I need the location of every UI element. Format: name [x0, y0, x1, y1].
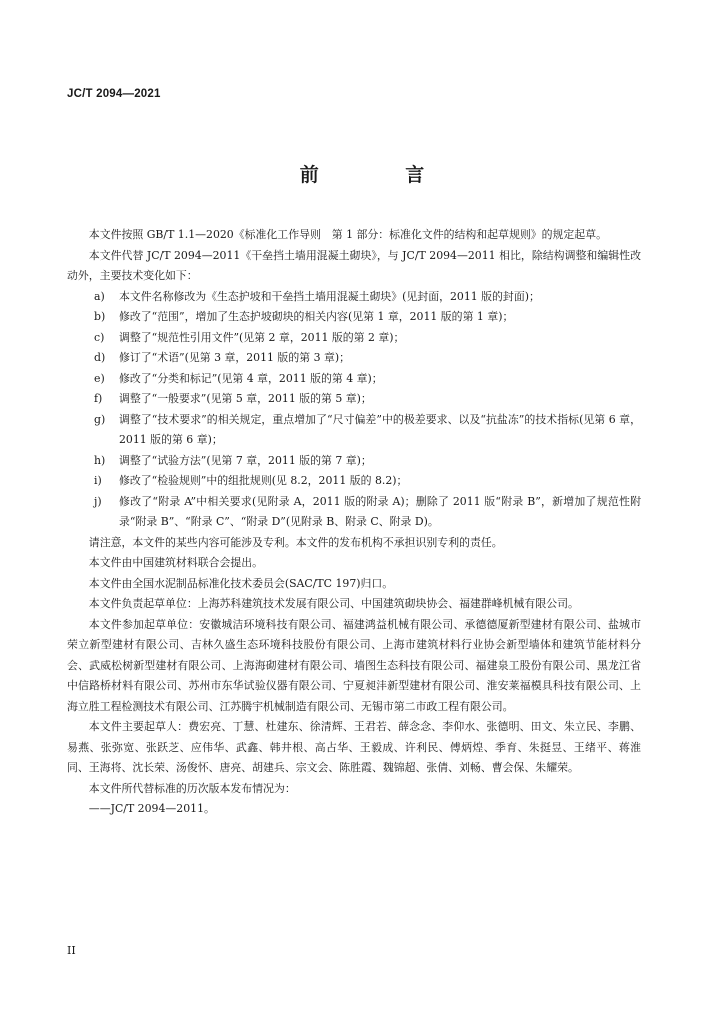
previous-editions-paragraph: 本文件所代替标准的历次版本发布情况为： [88, 781, 296, 795]
list-item-text: 修改了“分类和标记”(见第 4 章，2011 版的第 4 章)； [119, 371, 383, 385]
list-marker: a) [94, 289, 105, 303]
list-item-text: 调整了“试验方法”(见第 7 章，2011 版的第 7 章)； [119, 453, 372, 467]
list-item [67, 492, 641, 533]
list-marker: g) [94, 412, 106, 426]
intro-paragraph-supersedes: 本文件代替 JC/T 2094—2011《干垒挡土墙用混凝土砌块》，与 JC/T 2094—2011 相比，除结构调整和编辑性改动外，主要技术变化如下： [67, 248, 641, 282]
proposer-paragraph: 本文件由中国建筑材料联合会提出。 [88, 556, 264, 569]
list-marker: c) [94, 330, 105, 344]
patent-notice-paragraph: 请注意，本文件的某些内容可能涉及专利。本文件的发布机构不承担识别专利的责任。 [88, 535, 503, 549]
list-item [67, 307, 641, 328]
list-item [67, 451, 641, 472]
intro-paragraph-drafting-rules: 本文件按照 GB/T 1.1—2020《标准化工作导则 第 1 部分：标准化文件的结构和起草规则》的规定起草。 [88, 228, 607, 241]
list-item-text: 调整了“技术要求”的相关规定，重点增加了“尺寸偏差”中的极差要求、以及“抗盐冻”的技术指标(见第 6 章，2011 版的第 6 章)； [119, 412, 641, 446]
list-item [67, 369, 641, 390]
list-item-text: 修改了“检验规则”中的组批规则(见 8.2，2011 版的 8.2)； [119, 474, 408, 487]
technical-committee-paragraph: 本文件由全国水泥制品标准化技术委员会(SAC/TC 197)归口。 [88, 576, 394, 590]
participating-units-paragraph: 本文件参加起草单位：安徽城洁环境科技有限公司、福建鸿益机械有限公司、承德德厦新型建材有限公司、盐城市荣立新型建材有限公司、吉林久盛生态环境科技股份有限公司、上海市建筑材料行业协会新型墙体和建筑节能材料分会、武威松树新型建材有限公司、上海海砌建材有限公司、墙图生态科技有限公司、福建泉工股份有限公司、黑龙江省中信路桥材料有限公司、苏州市东华试验仪器有限公司、宁夏昶沣新型建材有限公司、淮安莱福模具科技有限公司、上海立胜工程检测技术有限公司、江苏腾宇机械制造有限公司、无锡市第二市政工程有限公司。 [67, 617, 641, 713]
list-marker: e) [94, 371, 105, 385]
list-marker: b) [94, 310, 106, 323]
page-number: II [67, 944, 76, 957]
technical-changes-list [67, 287, 641, 533]
list-item [67, 471, 641, 492]
list-item [67, 328, 641, 349]
list-item [67, 287, 641, 308]
list-item-text: 调整了“一般要求”(见第 5 章，2011 版的第 5 章)； [119, 392, 372, 405]
list-item-text: 调整了“规范性引用文件”(见第 2 章，2011 版的第 2 章)； [119, 330, 405, 344]
list-marker: d) [94, 351, 106, 364]
main-drafters-paragraph: 本文件主要起草人：费宏亮、丁慧、杜建东、徐清辉、王君若、薛念念、李仰水、张德明、田文、朱立民、李鹏、易燕、张弥宽、张跃芝、应伟华、武鑫、韩井根、高占华、王毅成、许利民、傅炳煌、季育、朱挺昱、王绪平、蒋淮同、王海将、沈长荣、汤俊怀、唐亮、胡建兵、宗文会、陈胜霞、魏锦超、张倩、刘畅、曹会保、朱耀荣。 [67, 720, 641, 774]
list-item-text: 修订了“术语”(见第 3 章，2011 版的第 3 章)； [119, 351, 350, 364]
previous-edition-item: ——JC/T 2094—2011。 [88, 802, 215, 815]
list-item-text: 本文件名称修改为《生态护坡和干垒挡土墙用混凝土砌块》(见封面，2011 版的封面)； [119, 289, 540, 303]
list-item-text: 修改了“范围”，增加了生态护坡砌块的相关内容(见第 1 章，2011 版的第 1 章)； [119, 310, 514, 323]
list-marker: f) [94, 392, 103, 405]
list-item [67, 348, 641, 369]
list-marker: i) [94, 474, 102, 487]
list-item [67, 389, 641, 410]
list-marker: j) [94, 494, 102, 508]
foreword-body [67, 225, 641, 820]
section-title: 前 言 [299, 164, 465, 186]
document-code-header: JC/T 2094—2021 [67, 88, 161, 100]
list-marker: h) [94, 453, 106, 467]
list-item-text: 修改了“附录 A”中相关要求(见附录 A，2011 版的附录 A)；删除了 2011 版“附录 B”，新增加了规范性附录“附录 B”、“附录 C”、“附录 D”(见附录 B、附录 C、附录 D)。 [119, 494, 641, 528]
list-item [67, 410, 641, 451]
lead-drafting-units-paragraph: 本文件负责起草单位：上海苏科建筑技术发展有限公司、中国建筑砌块协会、福建群峰机械有限公司。 [88, 597, 579, 610]
